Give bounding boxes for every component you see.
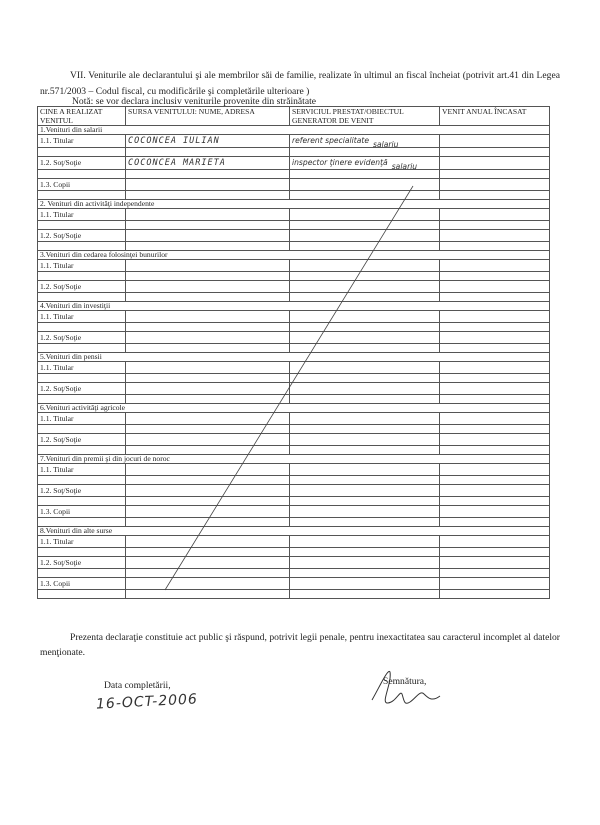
- row-label: 1.3. Copii: [38, 179, 126, 191]
- row-label: 1.1. Titular: [38, 135, 126, 148]
- section-title: 2. Venituri din activităţi independente: [38, 200, 550, 209]
- row-label: 1.2. Soţ/Soţie: [38, 485, 126, 497]
- section-title: 1.Venituri din salarii: [38, 126, 550, 135]
- section-title: 4.Venituri din investiţii: [38, 302, 550, 311]
- row-label: 1.2. Soţ/Soţie: [38, 434, 126, 446]
- date-value: 16-OCT-2006: [95, 691, 199, 713]
- signature-label: Semnătura,: [383, 676, 427, 687]
- row-label: 1.3. Copii: [38, 506, 126, 518]
- row-label: 1.2. Soţ/Soţie: [38, 332, 126, 344]
- row-label: 1.2. Soţ/Soţie: [38, 557, 126, 569]
- row-label: 1.1. Titular: [38, 536, 126, 548]
- row-label: 1.1. Titular: [38, 464, 126, 476]
- date-label: Data completării,: [104, 680, 171, 691]
- row-label: 1.2. Soţ/Soţie: [38, 383, 126, 395]
- section-title: 5.Venituri din pensii: [38, 353, 550, 362]
- row-label: 1.2. Soţ/Soţie: [38, 281, 126, 293]
- service-value-extra: salariu: [391, 162, 418, 170]
- section-title: 8.Venituri din alte surse: [38, 527, 550, 536]
- row-label: 1.1. Titular: [38, 311, 126, 323]
- header-who: CINE A REALIZAT VENITUL: [38, 107, 126, 126]
- header-source: SURSA VENITULUI: NUME, ADRESA: [126, 107, 290, 126]
- section-title: 7.Venituri din premii şi din jocuri de noroc: [38, 455, 550, 464]
- service-value: referent specialitate: [292, 136, 370, 145]
- header-service: SERVICIUL PRESTAT/OBIECTUL GENERATOR DE VENIT: [290, 107, 440, 126]
- section-intro-text: VII. Veniturile ale declarantului şi ale membrilor săi de familie, realizate în ultimul an fiscal încheiat (potrivit art.41 din Legea nr.571/2003 – Codul fiscal, cu modificările şi completările ulterioare ): [40, 70, 560, 97]
- row-label: 1.2. Soţ/Soţie: [38, 157, 126, 170]
- row-label: 1.2. Soţ/Soţie: [38, 230, 126, 242]
- section-title: 6.Venituri activităţi agricole: [38, 404, 550, 413]
- service-value-extra: salariu: [373, 140, 399, 148]
- signature-mark: [372, 671, 440, 703]
- row-label: 1.1. Titular: [38, 209, 126, 221]
- income-source-value: COCONCEA IULIAN: [128, 136, 220, 146]
- header-amount: VENIT ANUAL ÎNCASAT: [440, 107, 550, 126]
- section-title: 3.Venituri din cedarea folosinţei bunurilor: [38, 251, 550, 260]
- income-source-value: COCONCEA MARIETA: [128, 158, 226, 168]
- strike-through-line: [165, 186, 413, 590]
- row-label: 1.3. Copii: [38, 578, 126, 590]
- service-value: inspector ţinere evidenţă: [292, 158, 388, 167]
- row-label: 1.1. Titular: [38, 413, 126, 425]
- row-label: 1.1. Titular: [38, 362, 126, 374]
- declaration-text: Prezenta declaraţie constituie act public şi răspund, potrivit legii penale, pentru inexactitatea sau caracterul incomplet al datelor menţionate.: [40, 632, 560, 658]
- row-label: 1.1. Titular: [38, 260, 126, 272]
- nota: Notă: se vor declara inclusiv veniturile provenite din străinătate: [72, 96, 317, 107]
